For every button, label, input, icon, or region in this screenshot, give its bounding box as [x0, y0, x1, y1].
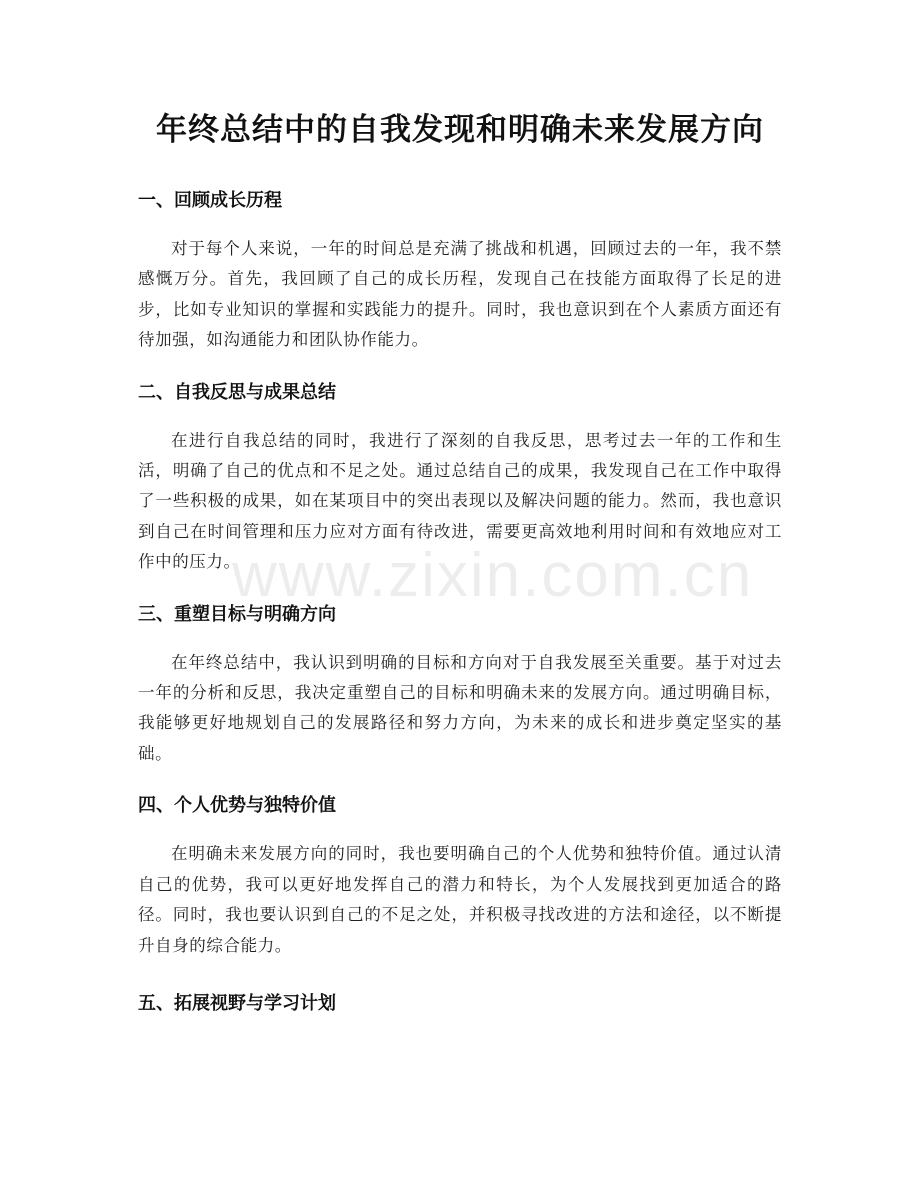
section-paragraph: 在进行自我总结的同时，我进行了深刻的自我反思，思考过去一年的工作和生活，明确了自己的优点和不足之处。通过总结自己的成果，我发现自己在工作中取得了一些积极的成果，如在某项目中的突出表现以及解决问题的能力。然而，我也意识到自己在时间管理和压力应对方面有待改进，需要更高效地利用时间和有效地应对工作中的压力。 [138, 430, 782, 572]
section-1 [138, 188, 782, 356]
section-heading: 二、自我反思与成果总结 [138, 381, 336, 403]
section-heading: 一、回顾成长历程 [138, 190, 282, 211]
watermark: www.zixin.com.cn [232, 541, 754, 610]
section-5 [138, 991, 782, 1017]
section-paragraph: 在年终总结中，我认识到明确的目标和方向对于自我发展至关重要。基于对过去一年的分析和反思，我决定重塑自己的目标和明确未来的发展方向。通过明确目标，我能够更好地规划自己的发展路径和努力方向，为未来的成长和进步奠定坚实的基础。 [138, 652, 782, 763]
section-3 [138, 602, 782, 770]
section-paragraph: 在明确未来发展方向的同时，我也要明确自己的个人优势和独特价值。通过认清自己的优势，我可以更好地发挥自己的潜力和特长，为个人发展找到更加适合的路径。同时，我也要认识到自己的不足之处，并积极寻找改进的方法和途径，以不断提升自身的综合能力。 [138, 844, 782, 955]
section-2 [138, 380, 782, 578]
document-title: 年终总结中的自我发现和明确未来发展方向 [156, 112, 764, 148]
section-heading: 四、个人优势与独特价值 [138, 795, 336, 817]
section-heading: 五、拓展视野与学习计划 [138, 992, 336, 1014]
section-4 [138, 793, 782, 961]
section-heading: 三、重塑目标与明确方向 [138, 603, 336, 625]
section-paragraph: 对于每个人来说，一年的时间总是充满了挑战和机遇，回顾过去的一年，我不禁感慨万分。首先，我回顾了自己的成长历程，发现自己在技能方面取得了长足的进步，比如专业知识的掌握和实践能力的提升。同时，我也意识到在个人素质方面还有待加强，如沟通能力和团队协作能力。 [138, 239, 782, 350]
